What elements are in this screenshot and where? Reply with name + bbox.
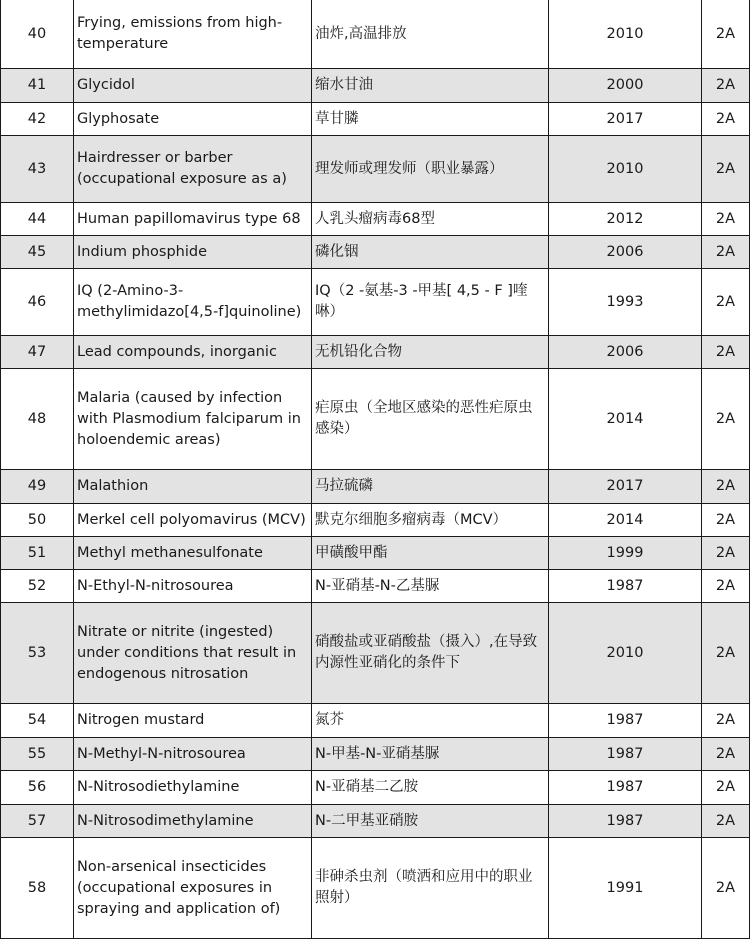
evaluation-year: 1987 <box>549 738 702 771</box>
agent-name-chinese: N-亚硝基-N-乙基脲 <box>312 570 549 603</box>
table-row <box>1 603 750 704</box>
agent-name-chinese: 疟原虫（全地区感染的恶性疟原虫感染） <box>312 369 549 470</box>
table-row <box>1 136 750 203</box>
agent-name-chinese: N-二甲基亚硝胺 <box>312 805 549 838</box>
row-number: 54 <box>1 704 74 738</box>
agent-name-chinese: N-亚硝基二乙胺 <box>312 771 549 805</box>
table-row <box>1 269 750 336</box>
iarc-group: 2A <box>702 704 750 738</box>
agent-name-chinese: 无机铅化合物 <box>312 336 549 369</box>
agent-name-english: IQ (2-Amino-3-methylimidazo[4,5-f]quinoline) <box>74 269 312 336</box>
row-number: 58 <box>1 838 74 939</box>
evaluation-year: 2006 <box>549 336 702 369</box>
evaluation-year: 2000 <box>549 69 702 103</box>
iarc-group: 2A <box>702 470 750 504</box>
agent-name-english: N-Nitrosodiethylamine <box>74 771 312 805</box>
row-number: 51 <box>1 537 74 570</box>
iarc-group: 2A <box>702 504 750 537</box>
agent-name-chinese: 理发师或理发师（职业暴露） <box>312 136 549 203</box>
iarc-group: 2A <box>702 69 750 103</box>
table-row <box>1 537 750 570</box>
evaluation-year: 1987 <box>549 805 702 838</box>
table-row <box>1 336 750 369</box>
row-number: 56 <box>1 771 74 805</box>
row-number: 53 <box>1 603 74 704</box>
evaluation-year: 2014 <box>549 504 702 537</box>
evaluation-year: 1987 <box>549 771 702 805</box>
iarc-group: 2A <box>702 103 750 136</box>
row-number: 44 <box>1 203 74 236</box>
agent-name-english: Malathion <box>74 470 312 504</box>
table-row <box>1 369 750 470</box>
agent-name-chinese: 油炸,高温排放 <box>312 0 549 69</box>
agent-name-chinese: 甲磺酸甲酯 <box>312 537 549 570</box>
table-row <box>1 504 750 537</box>
row-number: 45 <box>1 236 74 269</box>
iarc-group: 2A <box>702 336 750 369</box>
table-row <box>1 203 750 236</box>
agent-name-chinese: 人乳头瘤病毒68型 <box>312 203 549 236</box>
agent-name-english: N-Ethyl-N-nitrosourea <box>74 570 312 603</box>
row-number: 43 <box>1 136 74 203</box>
row-number: 49 <box>1 470 74 504</box>
table-row <box>1 838 750 939</box>
evaluation-year: 1991 <box>549 838 702 939</box>
agent-name-english: N-Methyl-N-nitrosourea <box>74 738 312 771</box>
iarc-group: 2A <box>702 236 750 269</box>
table-row <box>1 470 750 504</box>
iarc-group: 2A <box>702 805 750 838</box>
evaluation-year: 2014 <box>549 369 702 470</box>
row-number: 41 <box>1 69 74 103</box>
row-number: 55 <box>1 738 74 771</box>
agent-name-english: Non-arsenical insecticides (occupational exposures in spraying and application of) <box>74 838 312 939</box>
agent-name-chinese: 磷化铟 <box>312 236 549 269</box>
agent-name-chinese: 氮芥 <box>312 704 549 738</box>
evaluation-year: 1993 <box>549 269 702 336</box>
agent-name-english: Merkel cell polyomavirus (MCV) <box>74 504 312 537</box>
agent-name-chinese: 草甘膦 <box>312 103 549 136</box>
table-row <box>1 771 750 805</box>
evaluation-year: 2010 <box>549 136 702 203</box>
agent-name-chinese: 缩水甘油 <box>312 69 549 103</box>
agent-name-chinese: IQ（2 -氨基-3 -甲基[ 4,5 - F ]喹啉） <box>312 269 549 336</box>
iarc-group: 2A <box>702 570 750 603</box>
agent-name-chinese: 硝酸盐或亚硝酸盐（摄入）,在导致内源性亚硝化的条件下 <box>312 603 549 704</box>
table-row <box>1 805 750 838</box>
table-row <box>1 570 750 603</box>
agent-name-english: N-Nitrosodimethylamine <box>74 805 312 838</box>
table-row <box>1 69 750 103</box>
agent-name-english: Nitrate or nitrite (ingested) under conditions that result in endogenous nitrosation <box>74 603 312 704</box>
agent-name-english: Human papillomavirus type 68 <box>74 203 312 236</box>
iarc-group: 2A <box>702 738 750 771</box>
row-number: 48 <box>1 369 74 470</box>
agent-name-chinese: 马拉硫磷 <box>312 470 549 504</box>
iarc-group: 2A <box>702 537 750 570</box>
row-number: 46 <box>1 269 74 336</box>
iarc-group: 2A <box>702 838 750 939</box>
evaluation-year: 1987 <box>549 570 702 603</box>
evaluation-year: 2010 <box>549 0 702 69</box>
evaluation-year: 2017 <box>549 470 702 504</box>
row-number: 47 <box>1 336 74 369</box>
iarc-group: 2A <box>702 603 750 704</box>
evaluation-year: 2006 <box>549 236 702 269</box>
agent-name-english: Hairdresser or barber (occupational exposure as a) <box>74 136 312 203</box>
table-row <box>1 738 750 771</box>
agent-name-english: Nitrogen mustard <box>74 704 312 738</box>
row-number: 57 <box>1 805 74 838</box>
table-row <box>1 103 750 136</box>
iarc-group: 2A <box>702 0 750 69</box>
table-row <box>1 0 750 69</box>
agent-name-chinese: 非砷杀虫剂（喷洒和应用中的职业照射） <box>312 838 549 939</box>
evaluation-year: 1999 <box>549 537 702 570</box>
iarc-group: 2A <box>702 269 750 336</box>
table-row <box>1 704 750 738</box>
agent-name-english: Glyphosate <box>74 103 312 136</box>
agent-name-english: Lead compounds, inorganic <box>74 336 312 369</box>
iarc-group: 2A <box>702 203 750 236</box>
row-number: 50 <box>1 504 74 537</box>
evaluation-year: 1987 <box>549 704 702 738</box>
iarc-group: 2A <box>702 771 750 805</box>
row-number: 40 <box>1 0 74 69</box>
agent-name-english: Glycidol <box>74 69 312 103</box>
evaluation-year: 2010 <box>549 603 702 704</box>
iarc-group: 2A <box>702 369 750 470</box>
row-number: 42 <box>1 103 74 136</box>
row-number: 52 <box>1 570 74 603</box>
agent-name-english: Indium phosphide <box>74 236 312 269</box>
iarc-group: 2A <box>702 136 750 203</box>
agent-name-english: Frying, emissions from high-temperature <box>74 0 312 69</box>
agent-name-chinese: N-甲基-N-亚硝基脲 <box>312 738 549 771</box>
table-row <box>1 236 750 269</box>
agent-name-english: Malaria (caused by infection with Plasmodium falciparum in holoendemic areas) <box>74 369 312 470</box>
evaluation-year: 2017 <box>549 103 702 136</box>
evaluation-year: 2012 <box>549 203 702 236</box>
agent-name-english: Methyl methanesulfonate <box>74 537 312 570</box>
agent-name-chinese: 默克尔细胞多瘤病毒（MCV） <box>312 504 549 537</box>
